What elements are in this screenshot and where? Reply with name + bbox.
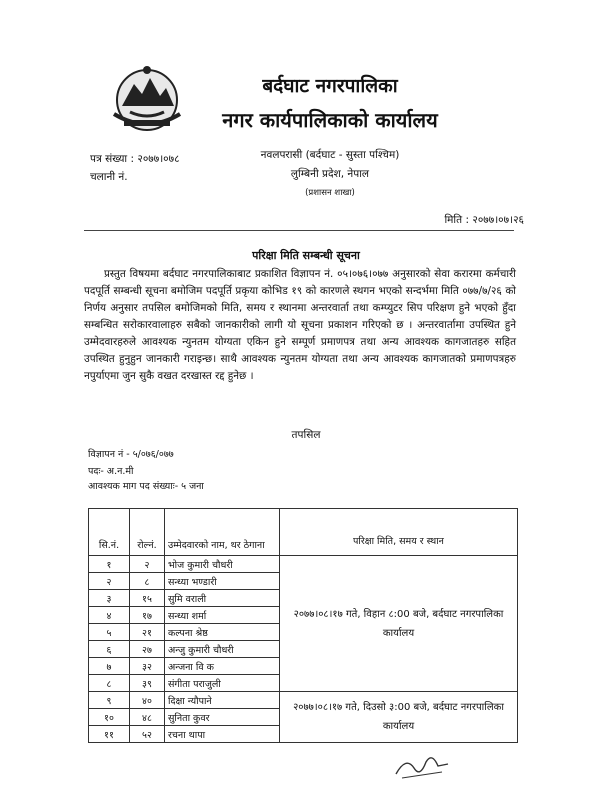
schedule-morning: २०७७।०८।१७ गते, विहान ८:00 बजे, बर्दघाट नगरपालिका कार्यालय <box>280 556 518 692</box>
cell-roll: ४० <box>130 692 165 709</box>
cell-name: रचना थापा <box>165 726 280 743</box>
header-sn: सि.नं. <box>89 509 130 556</box>
address-line-1: नवलपरासी (बर्दघाट - सुस्ता पश्चिम) <box>260 149 400 161</box>
address-line-2: लुम्बिनी प्रदेश, नेपाल <box>290 168 370 180</box>
cell-sn: ४ <box>89 607 130 624</box>
cell-sn: ८ <box>89 675 130 692</box>
dispatch-number: चलानी नं. <box>90 171 128 183</box>
office-name: बर्दघाट नगरपालिका <box>262 75 398 97</box>
document-date: मिति : २०७७।०७।२६ <box>444 214 524 226</box>
cell-name: कल्पना श्रेष्ठ <box>165 624 280 641</box>
cell-roll: ८ <box>130 573 165 590</box>
cell-sn: ६ <box>89 641 130 658</box>
cell-roll: ३२ <box>130 658 165 675</box>
cell-name: भोज कुमारी चौधरी <box>165 556 280 573</box>
candidate-table <box>88 508 518 743</box>
cell-name: अन्जु कुमारी चौधरी <box>165 641 280 658</box>
header-name: उम्मेदवारको नाम, थर ठेगाना <box>165 509 280 556</box>
cell-roll: २७ <box>130 641 165 658</box>
cell-sn: १० <box>89 709 130 726</box>
post-name: पदः- अ.न.मी <box>88 466 134 477</box>
signature-icon <box>392 748 452 784</box>
cell-roll: २१ <box>130 624 165 641</box>
cell-sn: ९ <box>89 692 130 709</box>
table-header-row <box>89 509 518 556</box>
cell-roll: २ <box>130 556 165 573</box>
cell-sn: १ <box>89 556 130 573</box>
notice-body: प्रस्तुत विषयमा बर्दघाट नगरपालिकाबाट प्रकाशित विज्ञापन नं. ०५।०७६।०७७ अनुसारको सेवा करारमा कर्मचारी पदपूर्ति सम्बन्धी सूचना बमोजिम पदपूर्ति प्रकृया कोभिड १९ को कारणले स्थगन भएको सन्दर्भमा मिति ०७७/७/२६ को निर्णय अनुसार तपसिल बमोजिमको मिति, समय र स्थानमा अन्तरवार्ता तथा कम्प्युटर सिप परिक्षण हुने भएको हुँदा सम्बन्धित सरोकारवालाहरु सबैको जानकारीको लागी यो सूचना प्रकाशन गरिएको छ । अन्तरवार्तामा उपस्थित हुने उम्मेदवारहरुले आवश्यक न्युनतम योग्यता एकिन हुने सम्पूर्ण प्रमाणपत्र तथा अन्य आवश्यक कागजातहरु सहित उपस्थित हुनुहुन जानकारी गराइन्छ। साथै आवश्यक न्युनतम योग्यता तथा अन्य आवश्यक कागजातको प्रमाणपत्रहरु नपुर्याएमा जुन सुकै वखत दरखास्त रद्द हुनेछ । <box>84 268 516 382</box>
letter-number: पत्र संख्या : २०७७।०७८ <box>90 153 180 165</box>
cell-name: सुनिता कुवर <box>165 709 280 726</box>
cell-roll: १७ <box>130 607 165 624</box>
cell-name: संगीता पराजुली <box>165 675 280 692</box>
table-row <box>89 556 518 573</box>
required-posts: आवश्यक माग पद संख्याः- ५ जना <box>88 481 204 492</box>
table-row <box>89 692 518 709</box>
header-roll: रोल्नं. <box>130 509 165 556</box>
cell-sn: ३ <box>89 590 130 607</box>
cell-name: अन्जना वि क <box>165 658 280 675</box>
header-schedule: परिक्षा मिति, समय र स्थान <box>280 509 518 556</box>
cell-sn: ७ <box>89 658 130 675</box>
header-divider <box>84 230 514 231</box>
cell-name: सन्ध्या भण्डारी <box>165 573 280 590</box>
details-heading: तपसिल <box>291 429 321 441</box>
section-name: (प्रशासन शाखा) <box>305 188 355 198</box>
schedule-afternoon: २०७७।०८।१७ गते, दिउसो ३:00 बजे, बर्दघाट नगरपालिका कार्यालय <box>280 692 518 743</box>
municipality-emblem-icon <box>104 62 190 136</box>
cell-sn: २ <box>89 573 130 590</box>
cell-name: दिक्षा न्यौपाने <box>165 692 280 709</box>
cell-roll: ३९ <box>130 675 165 692</box>
cell-roll: ५२ <box>130 726 165 743</box>
cell-name: सन्ध्या शर्मा <box>165 607 280 624</box>
notice-title: परिक्षा मिति सम्बन्धी सूचना <box>252 249 360 262</box>
cell-name: सुमि वराली <box>165 590 280 607</box>
cell-roll: ४८ <box>130 709 165 726</box>
cell-roll: १५ <box>130 590 165 607</box>
office-subtitle: नगर कार्यपालिकाको कार्यालय <box>222 108 438 132</box>
cell-sn: ११ <box>89 726 130 743</box>
cell-sn: ५ <box>89 624 130 641</box>
ad-number: विज्ञापन नं - ५/०७६/०७७ <box>88 449 174 460</box>
